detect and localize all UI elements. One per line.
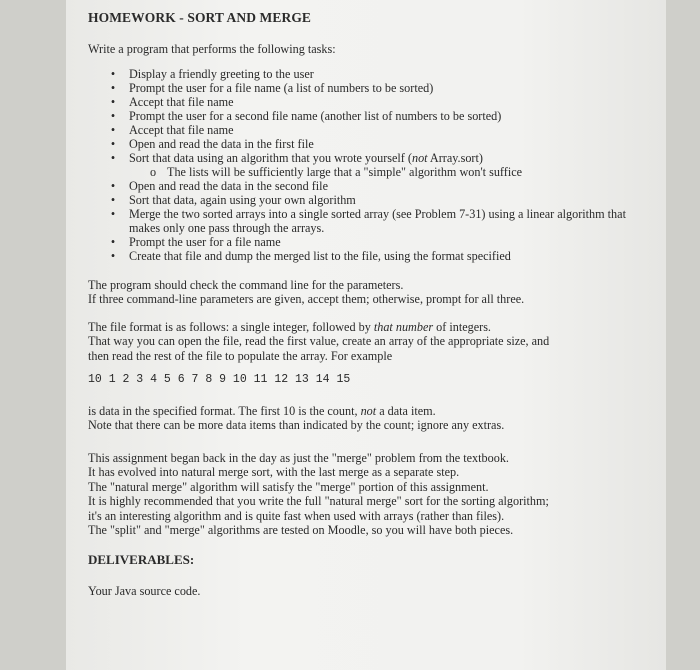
text-line: The program should check the command line for the parameters. [88,277,404,292]
text-line: This assignment began back in the day as just the "merge" problem from the textbook. [88,450,509,465]
bullet-icon: • [110,206,116,221]
bullet-icon: • [110,178,116,193]
intro-text: Write a program that performs the following tasks: [88,42,336,56]
bullet-icon: • [110,80,116,95]
text-line: The "split" and "merge" algorithms are tested on Moodle, so you will have both pieces. [88,523,514,537]
task-item [107,179,658,193]
text-line: If three command-line parameters are given, accept them; otherwise, prompt for all three. [88,292,525,306]
bullet-icon: • [110,108,116,123]
text-line: It has evolved into natural merge sort, with the last merge as a separate step. [88,465,460,479]
text-line: The file format is as follows: a single integer, followed by that number of integers. [88,319,491,334]
text-line: The "natural merge" algorithm will satisfy the "merge" portion of this assignment. [88,479,489,494]
hollow-bullet-icon: o [149,164,157,179]
example-code: 10 1 2 3 4 5 6 7 8 9 10 11 12 13 14 15 [88,373,351,386]
deliverables-text: Your Java source code. [88,583,201,598]
bullet-icon: • [110,66,116,81]
task-subitem [107,165,658,179]
explain-paragraph [88,404,658,433]
bullet-icon: • [110,150,116,165]
task-text: Merge the two sorted arrays into a single sorted array (see Problem 7-31) using a linear algorithm that makes only one pass through the arrays. [129,206,626,235]
task-item [107,67,658,81]
task-item [107,109,658,123]
task-text: Open and read the data in the first file [129,136,314,151]
page-title: HOMEWORK - SORT AND MERGE [88,10,312,25]
text-line: it's an interesting algorithm and is quite fast when used with arrays (rather than files). [88,508,505,523]
task-item [107,235,658,249]
task-text: Create that file and dump the merged list to the file, using the format specified [129,248,511,263]
task-item [107,249,658,263]
task-text: Sort that data using an algorithm that you wrote yourself (not Array.sort) [129,150,483,165]
task-item [107,151,658,165]
task-item [107,123,658,137]
task-item [107,81,658,95]
deliverables-heading: DELIVERABLES: [88,551,195,567]
document-page [66,0,666,670]
text-line: It is highly recommended that you write the full "natural merge" sort for the sorting algorithm; [88,494,549,508]
task-text: Prompt the user for a second file name (another list of numbers to be sorted) [129,108,502,123]
task-item [107,193,658,207]
task-text: Prompt the user for a file name (a list of numbers to be sorted) [129,80,434,95]
task-text: Sort that data, again using your own algorithm [129,192,356,207]
text-line: then read the rest of the file to populate the array. For example [88,348,393,363]
task-item [107,137,658,151]
task-item [107,207,658,235]
task-text: Display a friendly greeting to the user [129,66,314,81]
bullet-icon: • [110,248,116,263]
task-text: Accept that file name [129,122,234,137]
task-text: Prompt the user for a file name [129,234,281,249]
task-text: Open and read the data in the second file [129,178,328,193]
format-paragraph [88,320,658,364]
document-content [88,10,658,598]
history-paragraph [88,451,658,538]
bullet-icon: • [110,234,116,249]
params-paragraph [88,278,658,307]
bullet-icon: • [110,136,116,151]
task-text: Accept that file name [129,94,234,109]
text-line: is data in the specified format. The first 10 is the count, not a data item. [88,403,436,418]
text-line: That way you can open the file, read the first value, create an array of the appropriate size, and [88,334,550,348]
task-item [107,95,658,109]
task-text: The lists will be sufficiently large that a "simple" algorithm won't suffice [167,164,523,179]
text-line: Note that there can be more data items than indicated by the count; ignore any extras. [88,418,505,432]
task-list [88,67,658,263]
bullet-icon: • [110,94,116,109]
bullet-icon: • [110,192,116,207]
bullet-icon: • [110,122,116,137]
